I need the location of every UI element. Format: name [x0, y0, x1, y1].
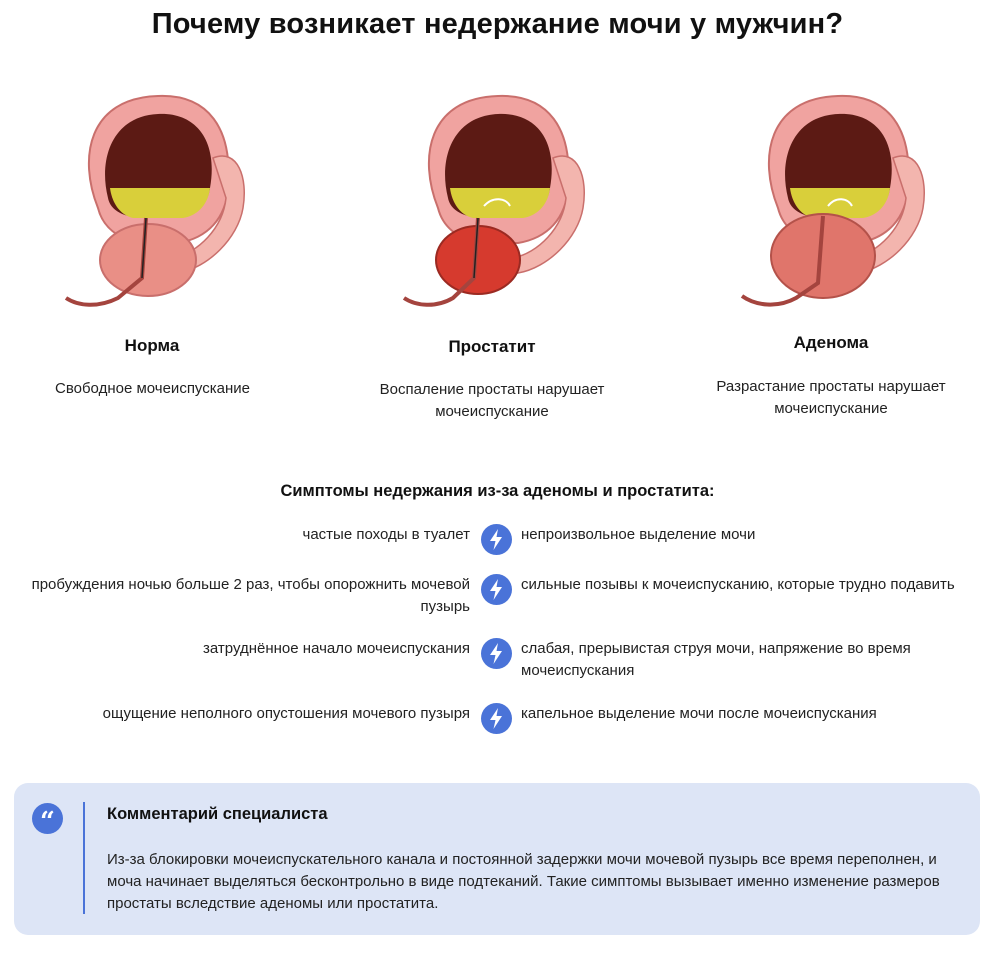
symptom-left: затруднённое начало мочеиспускания [203, 640, 470, 657]
lightning-icon [481, 574, 512, 605]
lightning-icon [481, 703, 512, 734]
column-description-prostatitis: Воспаление простаты нарушает мочеиспускание [379, 381, 605, 420]
symptoms-heading: Симптомы недержания из-за аденомы и простатита: [280, 482, 715, 500]
organ-illustration-prostatitis [398, 88, 598, 318]
symptom-left: ощущение неполного опустошения мочевого пузыря [102, 705, 470, 722]
symptom-right: слабая, прерывистая струя мочи, напряжение во время мочеиспускания [521, 640, 911, 679]
symptom-right: капельное выделение мочи после мочеиспускания [521, 705, 877, 722]
lightning-icon [481, 524, 512, 555]
page-title: Почему возникает недержание мочи у мужчин? [151, 8, 844, 40]
column-description-adenoma: Разрастание простаты нарушает мочеиспускание [716, 378, 946, 417]
symptom-right: сильные позывы к мочеиспусканию, которые трудно подавить [521, 576, 955, 593]
comment-title: Комментарий специалиста [107, 805, 328, 823]
symptom-left: частые походы в туалет [302, 526, 470, 543]
comment-divider [83, 802, 85, 914]
symptom-left: пробуждения ночью больше 2 раз, чтобы опорожнить мочевой пузырь [31, 576, 470, 615]
lightning-icon [481, 638, 512, 669]
column-title-normal: Норма [124, 336, 180, 355]
column-title-adenoma: Аденома [793, 333, 869, 352]
column-description-normal: Свободное мочеиспускание [54, 380, 251, 397]
quote-icon: “ [32, 803, 63, 834]
comment-text: Из-за блокировки мочеиспускательного канала и постоянной задержки мочи мочевой пузырь все время переполнен, и моча начинает выделяться бесконтрольно в виде подтеканий. Такие симптомы вызывает именно изменение размеров простаты вследствие аденомы или простатита. [107, 851, 940, 912]
symptom-right: непроизвольное выделение мочи [521, 526, 756, 543]
organ-illustration-normal [58, 88, 258, 318]
column-title-prostatitis: Простатит [448, 337, 536, 356]
organ-illustration-adenoma [738, 88, 938, 318]
